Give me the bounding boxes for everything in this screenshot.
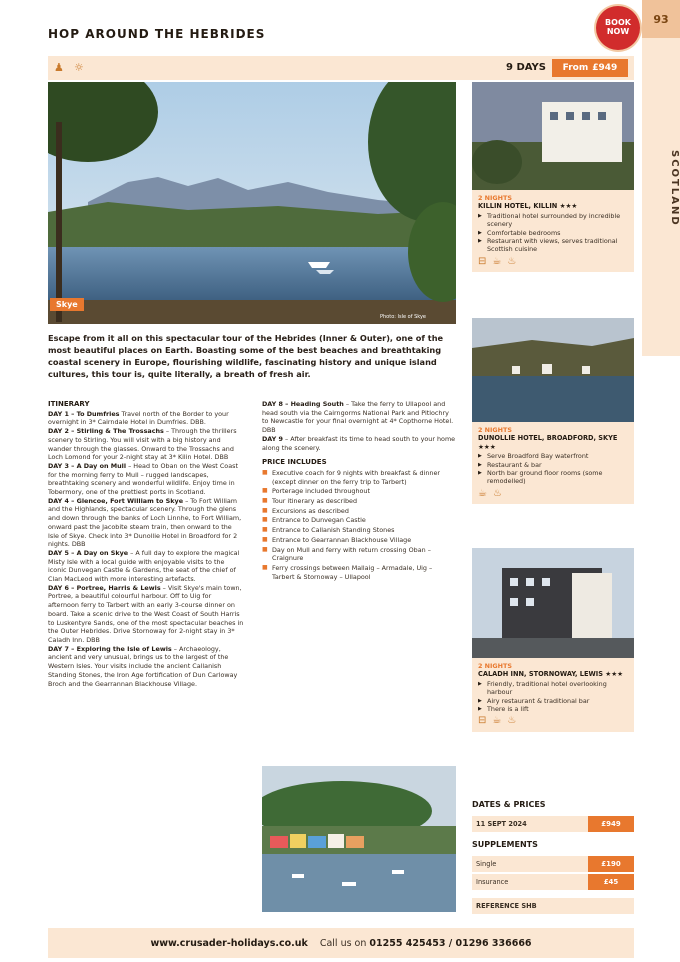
list-item: ▶ Friendly, traditional hotel overlooking harbour	[478, 680, 628, 697]
page-title: HOP AROUND THE HEBRIDES	[48, 27, 266, 41]
sun-icon: ☼	[74, 61, 84, 74]
list-item: ▶ North bar ground floor rooms (some remodelled)	[478, 469, 628, 486]
list-item: ▶ Restaurant & bar	[478, 461, 628, 469]
hotel-card	[472, 318, 634, 504]
hotel-card	[472, 82, 634, 272]
hotel-nights: 2 NIGHTS	[478, 662, 512, 670]
call-prefix: Call us on	[319, 937, 367, 949]
list-item: ▶ Comfortable bedrooms	[478, 229, 628, 237]
price-includes-list	[262, 469, 456, 581]
hotel-features	[478, 452, 628, 486]
hotel-amenity-icons	[478, 717, 628, 725]
list-item: ■ Entrance to Gearrannan Blackhouse Village	[262, 536, 456, 545]
list-item: ■ Entrance to Dunvegan Castle	[262, 516, 456, 525]
departure-date: 11 SEPT 2024	[472, 816, 588, 832]
main-photo	[48, 82, 456, 324]
itinerary-day: DAY 7 – Exploring the Isle of Lewis – Archaeology, ancient and very unusual, brings us to the largest of the Western Isles. Your visits include the ancient Callanish Standing Stones, the Iron Age fortification of Dun Carloway Broch and the Gearrannan Blackhouse Village.	[48, 644, 238, 688]
itinerary-day: DAY 9 – After breakfast its time to head south to your home along the scenery.	[262, 434, 456, 452]
bar-icon: ☕	[478, 487, 493, 499]
supplement-row	[472, 856, 634, 872]
itinerary-day: DAY 8 – Heading South – Take the ferry to Ullapool and head south via the Cairngorms National Park and Pitlochry to Newcastle for your final overnight at 4* Copthorne Hotel. DBB	[262, 400, 454, 435]
bar-icon: ☕	[492, 715, 508, 727]
hotel-nights: 2 NIGHTS	[478, 426, 512, 434]
price-value: £949	[592, 63, 618, 73]
intro-paragraph: Escape from it all on this spectacular tour of the Hebrides (Inner & Outer), one of the most beautiful places on Earth. Boasting some of the best beaches and breathtaking coastal scenery in Europe, flourishing wildlife, fascinating history and unique island cultures, this tour is, quite literally, a breath of fresh air.	[48, 333, 444, 379]
supplement-label: Single	[472, 856, 588, 872]
supplement-price: £190	[588, 856, 634, 872]
list-item: ■ Entrance to Callanish Standing Stones	[262, 526, 456, 535]
restaurant-icon: ♨	[492, 487, 508, 499]
supplement-price: £45	[588, 874, 634, 890]
tour-price-tag	[552, 59, 628, 77]
itinerary-day: DAY 1 – To Dumfries Travel north of the Border to your overnight in 3* Cairndale Hotel in Dumfries. DBB.	[48, 409, 229, 427]
list-item: ■ Excursions as described	[262, 507, 456, 516]
hotel-features	[478, 212, 628, 254]
list-item: ■ Day on Mull and ferry with return crossing Oban – Craignure	[262, 546, 456, 563]
photo-credit: Photo: Isle of Skye	[380, 314, 427, 320]
departure-price: £949	[588, 816, 634, 832]
page-number: 93	[642, 0, 680, 38]
itinerary-column-1	[48, 400, 244, 688]
list-item: ▶ There is a lift	[478, 705, 628, 713]
itinerary-day: DAY 3 – A Day on Mull – Head to Oban on the West Coast for the morning ferry to Mull – rugged landscapes, breathtaking scenery and wonderful wildlife. Enjoy time in Tobermory, one of the prettiest ports in Scotland.	[48, 461, 238, 497]
list-item: ■ Porterage included throughout	[262, 487, 456, 496]
supplement-label: Insurance	[472, 874, 588, 890]
hotel-nights: 2 NIGHTS	[478, 194, 512, 202]
supplements-heading: SUPPLEMENTS	[472, 840, 538, 849]
tour-info-bar	[48, 56, 634, 80]
itinerary-column-2	[262, 400, 456, 582]
list-item: ▶ Traditional hotel surrounded by incredible scenery	[478, 212, 628, 229]
harbour-photo	[262, 766, 456, 912]
hotel-features	[478, 680, 628, 714]
footer-bar	[48, 928, 634, 958]
photo-location-tag: Skye	[50, 298, 84, 311]
tour-reference: REFERENCE SHB	[472, 898, 634, 914]
badge-line-1: BOOK	[605, 18, 631, 28]
lift-icon: ⊟	[478, 715, 493, 727]
itinerary-day: DAY 2 – Stirling & The Trossachs – Through the thrillers scenery to Stirling. You will visit with a big history and wander through the glasses. Onward to the Trossachs and Loch Lomond for your 2-night stay at 3* Kilin Hotel. DBB	[48, 427, 237, 462]
list-item: ■ Ferry crossings between Mallaig – Armadale, Uig – Tarbert & Stornoway – Ullapool	[262, 564, 456, 581]
walking-icon: ♟	[54, 61, 64, 74]
hotel-name: CALADH INN, STORNOWAY, LEWIS ★★★	[478, 670, 624, 679]
call-text	[320, 938, 532, 949]
hotel-card	[472, 548, 634, 732]
hotel-amenity-icons	[478, 487, 628, 499]
hotel-amenity-icons	[478, 255, 628, 267]
reference-row	[472, 898, 634, 914]
website-link[interactable]: www.crusader-holidays.co.uk	[150, 937, 308, 949]
list-item: ▶ Airy restaurant & traditional bar	[478, 697, 628, 705]
dates-prices-heading: DATES & PRICES	[472, 800, 546, 809]
restaurant-icon: ♨	[507, 255, 523, 267]
price-includes-heading: PRICE INCLUDES	[262, 458, 327, 467]
bar-icon: ☕	[492, 255, 508, 267]
tour-duration: 9 DAYS	[506, 62, 546, 73]
supplement-row	[472, 874, 634, 890]
badge-line-2: NOW	[606, 27, 630, 36]
hotel-photo	[472, 318, 634, 422]
list-item: ■ Executive coach for 9 nights with breakfast & dinner (except dinner on the ferry trip to Tarbert)	[262, 469, 456, 486]
region-label: SCOTLAND	[669, 150, 680, 227]
hotel-photo	[472, 548, 634, 658]
book-now-badge[interactable]	[596, 6, 640, 50]
list-item: ▶ Serve Broadford Bay waterfront	[478, 452, 628, 460]
itinerary-day: DAY 4 – Glencoe, Fort William to Skye – To Fort William and the Highlands, spectacular scenery. Through the glens and down through the banks of Loch Linnhe, to Fort William, onward past the Jacobite steam train, then onward to the Isle of Skye. Check into 3* Dunollie Hotel in Broadford for 2 nights. DBB	[48, 496, 242, 549]
list-item: ■ Tour itinerary as described	[262, 497, 456, 506]
itinerary-day: DAY 6 – Portree, Harris & Lewis – Visit Skye's main town, Portree, a beautiful colourful harbour. Off to Uig for afternoon ferry to Tarbert with an early 3-course dinner on board. Take a scenic drive to the West Coast of South Harris to Luskentyre Sands, one of the most spectacular beaches in the Outer Hebrides. Drive Stornoway for 2-night stay in 3* Caladh Inn. DBB	[48, 583, 244, 644]
lift-icon: ⊟	[478, 255, 493, 267]
itinerary-heading: ITINERARY	[48, 400, 90, 408]
hotel-photo	[472, 82, 634, 190]
itinerary-day: DAY 5 – A Day on Skye – A full day to explore the magical Misty Isle with a local guide with enjoyable visits to the iconic Dunvegan Castle & Gardens, the seat of the chief of Clan MacLeod with more interesting artefacts.	[48, 548, 240, 584]
date-row	[472, 816, 634, 832]
phone-numbers[interactable]: 01255 425453 / 01296 336666	[369, 937, 532, 949]
hotel-name: KILLIN HOTEL, KILLIN ★★★	[478, 202, 578, 211]
hotel-name: DUNOLLIE HOTEL, BROADFORD, SKYE ★★★	[478, 434, 618, 451]
price-prefix: From	[562, 63, 589, 73]
list-item: ▶ Restaurant with views, serves traditional Scottish cuisine	[478, 237, 628, 254]
restaurant-icon: ♨	[507, 715, 523, 727]
